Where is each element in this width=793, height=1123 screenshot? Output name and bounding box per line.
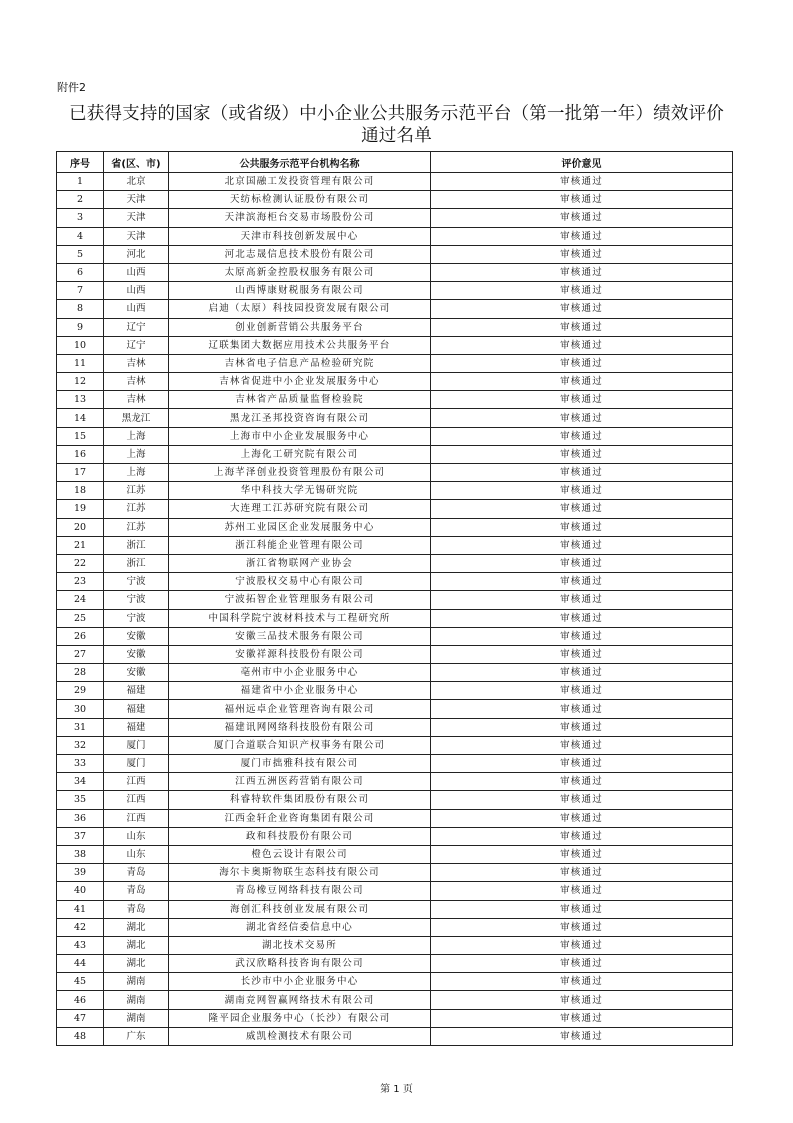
- table-row: [57, 409, 733, 427]
- row-platform-name: 安徽祥源科技股份有限公司: [169, 645, 431, 663]
- row-opinion: 审核通过: [431, 282, 733, 300]
- row-number: 1: [57, 173, 104, 191]
- table-row: [57, 263, 733, 281]
- row-region: 江苏: [104, 482, 169, 500]
- row-platform-name: 浙江省物联网产业协会: [169, 554, 431, 572]
- row-opinion: 审核通过: [431, 227, 733, 245]
- row-region: 黑龙江: [104, 409, 169, 427]
- row-region: 天津: [104, 191, 169, 209]
- table-row: [57, 554, 733, 572]
- row-region: 湖北: [104, 955, 169, 973]
- row-platform-name: 福建省中小企业服务中心: [169, 682, 431, 700]
- table-row: [57, 573, 733, 591]
- header-region: 省(区、市): [104, 152, 169, 173]
- title-line-2: 通过名单: [361, 126, 432, 146]
- row-region: 吉林: [104, 373, 169, 391]
- row-region: 湖南: [104, 1009, 169, 1027]
- row-opinion: 审核通过: [431, 500, 733, 518]
- row-region: 湖北: [104, 936, 169, 954]
- row-opinion: 审核通过: [431, 318, 733, 336]
- row-opinion: 审核通过: [431, 373, 733, 391]
- row-opinion: 审核通过: [431, 918, 733, 936]
- row-opinion: 审核通过: [431, 518, 733, 536]
- row-opinion: 审核通过: [431, 773, 733, 791]
- row-number: 18: [57, 482, 104, 500]
- row-region: 厦门: [104, 736, 169, 754]
- table-row: [57, 173, 733, 191]
- row-number: 8: [57, 300, 104, 318]
- row-platform-name: 吉林省产品质量监督检验院: [169, 391, 431, 409]
- row-opinion: 审核通过: [431, 809, 733, 827]
- table-row: [57, 773, 733, 791]
- table-row: [57, 354, 733, 372]
- table-row: [57, 918, 733, 936]
- row-platform-name: 武汉欣略科技咨询有限公司: [169, 955, 431, 973]
- table-row: [57, 718, 733, 736]
- row-opinion: 审核通过: [431, 354, 733, 372]
- row-region: 山东: [104, 827, 169, 845]
- row-region: 天津: [104, 227, 169, 245]
- page-number: 第 1 页: [380, 1084, 413, 1095]
- table-row: [57, 336, 733, 354]
- row-region: 福建: [104, 682, 169, 700]
- row-region: 河北: [104, 245, 169, 263]
- row-number: 17: [57, 464, 104, 482]
- table-row: [57, 882, 733, 900]
- row-number: 3: [57, 209, 104, 227]
- row-platform-name: 华中科技大学无锡研究院: [169, 482, 431, 500]
- row-opinion: 审核通过: [431, 864, 733, 882]
- row-number: 22: [57, 554, 104, 572]
- row-region: 山东: [104, 845, 169, 863]
- row-opinion: 审核通过: [431, 300, 733, 318]
- row-opinion: 审核通过: [431, 609, 733, 627]
- row-number: 23: [57, 573, 104, 591]
- table-row: [57, 427, 733, 445]
- row-platform-name: 福建讯网网络科技股份有限公司: [169, 718, 431, 736]
- row-platform-name: 北京国融工发投资管理有限公司: [169, 173, 431, 191]
- row-platform-name: 亳州市中小企业服务中心: [169, 664, 431, 682]
- row-opinion: 审核通过: [431, 627, 733, 645]
- row-number: 7: [57, 282, 104, 300]
- table-row: [57, 282, 733, 300]
- row-number: 4: [57, 227, 104, 245]
- row-number: 44: [57, 955, 104, 973]
- row-platform-name: 安徽三品技术服务有限公司: [169, 627, 431, 645]
- row-platform-name: 浙江科能企业管理有限公司: [169, 536, 431, 554]
- row-region: 江西: [104, 809, 169, 827]
- row-number: 31: [57, 718, 104, 736]
- row-region: 吉林: [104, 354, 169, 372]
- table-row: [57, 373, 733, 391]
- table-row: [57, 245, 733, 263]
- row-opinion: 审核通过: [431, 827, 733, 845]
- row-region: 宁波: [104, 591, 169, 609]
- row-opinion: 审核通过: [431, 173, 733, 191]
- row-platform-name: 上海市中小企业发展服务中心: [169, 427, 431, 445]
- row-opinion: 审核通过: [431, 263, 733, 281]
- row-region: 青岛: [104, 882, 169, 900]
- table-row: [57, 227, 733, 245]
- row-number: 11: [57, 354, 104, 372]
- row-number: 24: [57, 591, 104, 609]
- row-number: 12: [57, 373, 104, 391]
- row-platform-name: 吉林省促进中小企业发展服务中心: [169, 373, 431, 391]
- row-opinion: 审核通过: [431, 882, 733, 900]
- row-number: 46: [57, 991, 104, 1009]
- row-number: 27: [57, 645, 104, 663]
- row-platform-name: 辽联集团大数据应用技术公共服务平台: [169, 336, 431, 354]
- row-opinion: 审核通过: [431, 700, 733, 718]
- row-platform-name: 宁波拓智企业管理服务有限公司: [169, 591, 431, 609]
- row-opinion: 审核通过: [431, 936, 733, 954]
- table-row: [57, 736, 733, 754]
- row-opinion: 审核通过: [431, 645, 733, 663]
- row-number: 42: [57, 918, 104, 936]
- row-number: 13: [57, 391, 104, 409]
- table-row: [57, 445, 733, 463]
- row-region: 厦门: [104, 755, 169, 773]
- row-number: 2: [57, 191, 104, 209]
- row-opinion: 审核通过: [431, 482, 733, 500]
- row-region: 上海: [104, 427, 169, 445]
- table-row: [57, 318, 733, 336]
- row-opinion: 审核通过: [431, 845, 733, 863]
- header-no: 序号: [57, 152, 104, 173]
- row-region: 安徽: [104, 664, 169, 682]
- table-row: [57, 500, 733, 518]
- row-opinion: 审核通过: [431, 554, 733, 572]
- row-number: 5: [57, 245, 104, 263]
- row-region: 宁波: [104, 573, 169, 591]
- row-opinion: 审核通过: [431, 736, 733, 754]
- row-number: 43: [57, 936, 104, 954]
- row-region: 上海: [104, 445, 169, 463]
- row-number: 29: [57, 682, 104, 700]
- table-row: [57, 482, 733, 500]
- row-region: 江西: [104, 791, 169, 809]
- table-row: [57, 955, 733, 973]
- row-platform-name: 天津市科技创新发展中心: [169, 227, 431, 245]
- table-row: [57, 300, 733, 318]
- row-platform-name: 科睿特软件集团股份有限公司: [169, 791, 431, 809]
- row-platform-name: 海创汇科技创业发展有限公司: [169, 900, 431, 918]
- row-platform-name: 启迪（太原）科技园投资发展有限公司: [169, 300, 431, 318]
- table-row: [57, 1009, 733, 1027]
- table-row: [57, 209, 733, 227]
- row-opinion: 审核通过: [431, 718, 733, 736]
- table-row: [57, 518, 733, 536]
- row-region: 广东: [104, 1027, 169, 1045]
- row-region: 安徽: [104, 645, 169, 663]
- row-region: 浙江: [104, 536, 169, 554]
- table-row: [57, 864, 733, 882]
- row-region: 福建: [104, 718, 169, 736]
- table-row: [57, 536, 733, 554]
- table-row: [57, 645, 733, 663]
- row-platform-name: 青岛橡豆网络科技有限公司: [169, 882, 431, 900]
- row-opinion: 审核通过: [431, 1009, 733, 1027]
- row-number: 25: [57, 609, 104, 627]
- row-opinion: 审核通过: [431, 755, 733, 773]
- row-number: 38: [57, 845, 104, 863]
- row-region: 江苏: [104, 500, 169, 518]
- row-region: 安徽: [104, 627, 169, 645]
- row-number: 20: [57, 518, 104, 536]
- row-region: 山西: [104, 300, 169, 318]
- row-opinion: 审核通过: [431, 191, 733, 209]
- header-platform-name: 公共服务示范平台机构名称: [169, 152, 431, 173]
- table-row: [57, 700, 733, 718]
- table-row: [57, 791, 733, 809]
- row-platform-name: 橙色云设计有限公司: [169, 845, 431, 863]
- row-opinion: 审核通过: [431, 409, 733, 427]
- table-body: [57, 173, 733, 1046]
- row-platform-name: 隆平园企业服务中心（长沙）有限公司: [169, 1009, 431, 1027]
- row-platform-name: 江西五洲医药营销有限公司: [169, 773, 431, 791]
- row-number: 33: [57, 755, 104, 773]
- row-platform-name: 厦门合道联合知识产权事务有限公司: [169, 736, 431, 754]
- row-opinion: 审核通过: [431, 591, 733, 609]
- row-opinion: 审核通过: [431, 209, 733, 227]
- row-number: 30: [57, 700, 104, 718]
- row-number: 39: [57, 864, 104, 882]
- row-region: 青岛: [104, 864, 169, 882]
- table-row: [57, 609, 733, 627]
- row-region: 湖北: [104, 918, 169, 936]
- row-region: 吉林: [104, 391, 169, 409]
- row-number: 35: [57, 791, 104, 809]
- table-row: [57, 973, 733, 991]
- row-platform-name: 天津滨海柜台交易市场股份公司: [169, 209, 431, 227]
- table-row: [57, 591, 733, 609]
- table-row: [57, 991, 733, 1009]
- row-opinion: 审核通过: [431, 536, 733, 554]
- row-platform-name: 创业创新营销公共服务平台: [169, 318, 431, 336]
- title-line-1: 已获得支持的国家（或省级）中小企业公共服务示范平台（第一批第一年）绩效评价: [69, 104, 724, 124]
- row-opinion: 审核通过: [431, 391, 733, 409]
- row-number: 26: [57, 627, 104, 645]
- row-region: 福建: [104, 700, 169, 718]
- row-number: 28: [57, 664, 104, 682]
- row-number: 37: [57, 827, 104, 845]
- row-number: 48: [57, 1027, 104, 1045]
- row-number: 6: [57, 263, 104, 281]
- row-region: 浙江: [104, 554, 169, 572]
- table-row: [57, 191, 733, 209]
- row-number: 32: [57, 736, 104, 754]
- row-number: 9: [57, 318, 104, 336]
- document-title: [0, 103, 793, 147]
- row-platform-name: 湖北省经信委信息中心: [169, 918, 431, 936]
- row-region: 湖南: [104, 991, 169, 1009]
- table-row: [57, 845, 733, 863]
- table-row: [57, 627, 733, 645]
- row-platform-name: 大连理工江苏研究院有限公司: [169, 500, 431, 518]
- row-platform-name: 江西金轩企业咨询集团有限公司: [169, 809, 431, 827]
- approved-platforms-table: [56, 151, 733, 1046]
- row-region: 北京: [104, 173, 169, 191]
- row-platform-name: 湖北技术交易所: [169, 936, 431, 954]
- row-opinion: 审核通过: [431, 1027, 733, 1045]
- row-platform-name: 上海化工研究院有限公司: [169, 445, 431, 463]
- table-row: [57, 391, 733, 409]
- row-number: 36: [57, 809, 104, 827]
- row-platform-name: 厦门市拙雅科技有限公司: [169, 755, 431, 773]
- header-opinion: 评价意见: [431, 152, 733, 173]
- row-platform-name: 黑龙江圣邦投资咨询有限公司: [169, 409, 431, 427]
- row-platform-name: 海尔卡奥斯物联生态科技有限公司: [169, 864, 431, 882]
- row-platform-name: 河北志晟信息技术股份有限公司: [169, 245, 431, 263]
- row-platform-name: 吉林省电子信息产品检验研究院: [169, 354, 431, 372]
- table-row: [57, 464, 733, 482]
- row-platform-name: 太原高新金控股权服务有限公司: [169, 263, 431, 281]
- row-platform-name: 天纺标检测认证股份有限公司: [169, 191, 431, 209]
- table-header-row: [57, 152, 733, 173]
- table-row: [57, 755, 733, 773]
- row-region: 青岛: [104, 900, 169, 918]
- row-region: 山西: [104, 263, 169, 281]
- row-opinion: 审核通过: [431, 973, 733, 991]
- row-opinion: 审核通过: [431, 682, 733, 700]
- row-region: 山西: [104, 282, 169, 300]
- table-row: [57, 1027, 733, 1045]
- row-region: 江西: [104, 773, 169, 791]
- row-number: 45: [57, 973, 104, 991]
- row-number: 15: [57, 427, 104, 445]
- row-platform-name: 中国科学院宁波材料技术与工程研究所: [169, 609, 431, 627]
- row-opinion: 审核通过: [431, 245, 733, 263]
- row-platform-name: 威凯检测技术有限公司: [169, 1027, 431, 1045]
- row-platform-name: 苏州工业园区企业发展服务中心: [169, 518, 431, 536]
- row-region: 辽宁: [104, 336, 169, 354]
- table-row: [57, 809, 733, 827]
- table-row: [57, 900, 733, 918]
- row-opinion: 审核通过: [431, 664, 733, 682]
- row-region: 宁波: [104, 609, 169, 627]
- row-region: 湖南: [104, 973, 169, 991]
- table-row: [57, 682, 733, 700]
- table-row: [57, 827, 733, 845]
- row-opinion: 审核通过: [431, 464, 733, 482]
- row-number: 34: [57, 773, 104, 791]
- row-number: 47: [57, 1009, 104, 1027]
- row-opinion: 审核通过: [431, 336, 733, 354]
- row-opinion: 审核通过: [431, 791, 733, 809]
- row-region: 江苏: [104, 518, 169, 536]
- row-platform-name: 上海芊泽创业投资管理股份有限公司: [169, 464, 431, 482]
- attachment-label: 附件2: [57, 81, 86, 94]
- row-number: 41: [57, 900, 104, 918]
- table-row: [57, 936, 733, 954]
- row-region: 辽宁: [104, 318, 169, 336]
- row-number: 19: [57, 500, 104, 518]
- row-number: 14: [57, 409, 104, 427]
- row-platform-name: 山西博康财税服务有限公司: [169, 282, 431, 300]
- row-number: 10: [57, 336, 104, 354]
- row-opinion: 审核通过: [431, 900, 733, 918]
- row-opinion: 审核通过: [431, 573, 733, 591]
- row-number: 40: [57, 882, 104, 900]
- row-platform-name: 政和科技股份有限公司: [169, 827, 431, 845]
- row-opinion: 审核通过: [431, 991, 733, 1009]
- row-region: 天津: [104, 209, 169, 227]
- row-number: 16: [57, 445, 104, 463]
- table-row: [57, 664, 733, 682]
- row-platform-name: 长沙市中小企业服务中心: [169, 973, 431, 991]
- row-number: 21: [57, 536, 104, 554]
- row-platform-name: 湖南竞网智赢网络技术有限公司: [169, 991, 431, 1009]
- row-platform-name: 宁波股权交易中心有限公司: [169, 573, 431, 591]
- row-region: 上海: [104, 464, 169, 482]
- row-opinion: 审核通过: [431, 445, 733, 463]
- row-opinion: 审核通过: [431, 955, 733, 973]
- row-platform-name: 福州远卓企业管理咨询有限公司: [169, 700, 431, 718]
- row-opinion: 审核通过: [431, 427, 733, 445]
